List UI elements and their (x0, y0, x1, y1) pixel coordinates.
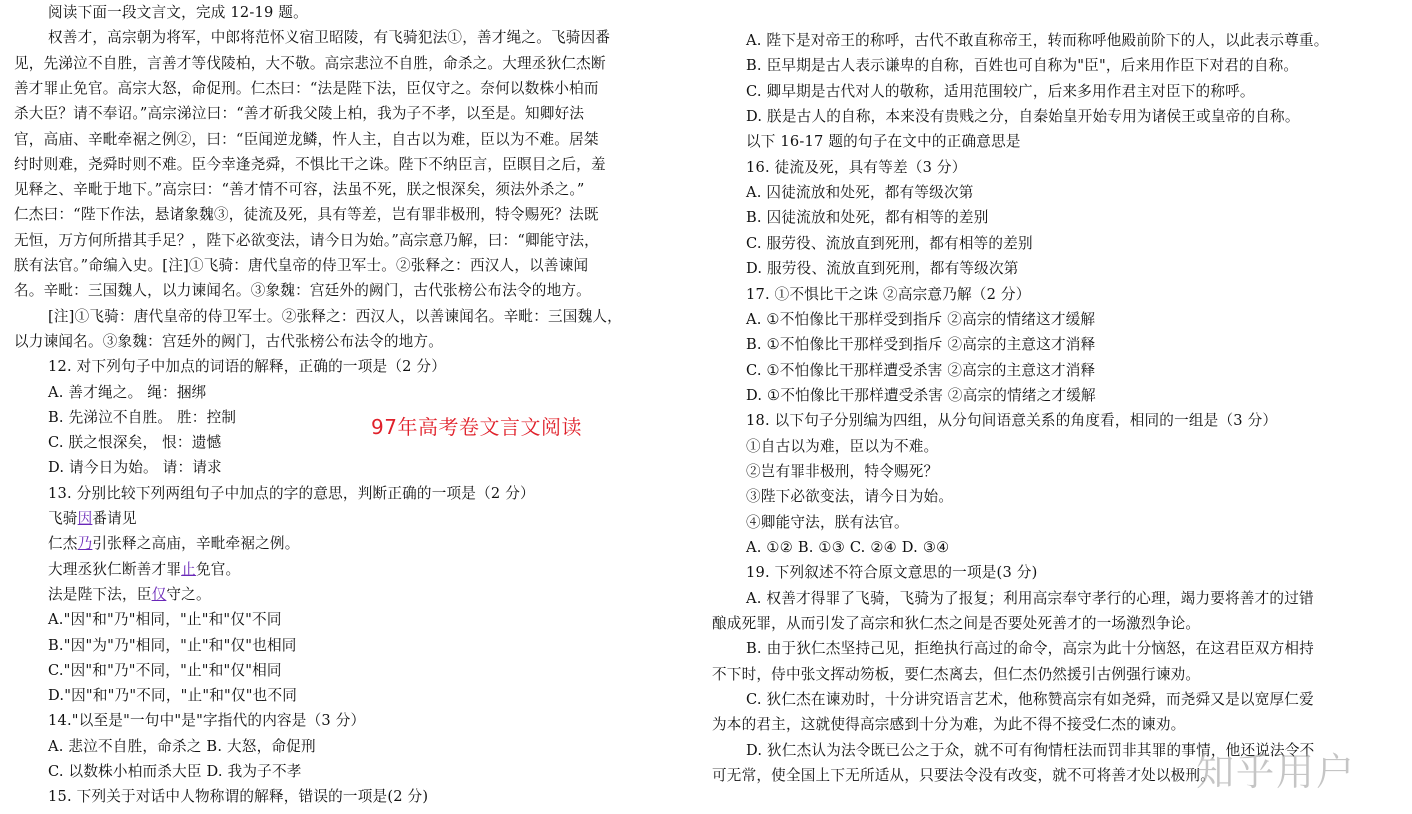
text-line: 14."以至是"一句中"是"字指代的内容是（3 分） (48, 712, 366, 730)
text-line: A. ①② B. ①③ C. ②④ D. ③④ (746, 539, 950, 556)
dotted-word: 仅 (151, 585, 167, 603)
watermark: 知乎用户 (1196, 750, 1357, 794)
text-line: ④卿能守法，朕有法官。 (746, 513, 909, 531)
text-line: B. 先涕泣不自胜。 胜：控制 (48, 408, 237, 426)
text-line: C."因"和"乃"不同，"止"和"仅"相同 (48, 661, 282, 679)
text-line: 法是陛下法，臣仅守之。 (48, 585, 211, 603)
text-line: C. 以数株小柏而杀大臣 D. 我为子不孝 (48, 763, 302, 780)
text-line: B. 由于狄仁杰坚持己见，拒绝执行高过的命令，高宗为此十分恼怒，在这君臣双方相持 (746, 640, 1314, 658)
text-line: 仁杰曰：“陛下作法，悬诸象魏③，徒流及死，具有等差，岂有罪非极刑，特令赐死？法既 (14, 206, 599, 224)
text-line: 15. 下列关于对话中人物称谓的解释，错误的一项是(2 分) (48, 788, 429, 806)
text-line: D."因"和"乃"不同，"止"和"仅"也不同 (48, 687, 298, 705)
text-line: 以下 16-17 题的句子在文中的正确意思是 (746, 133, 1021, 151)
text-line: D. 朕是古人的自称，本来没有贵贱之分，自秦始皇开始专用为诸侯王或皇帝的自称。 (746, 108, 1300, 126)
dotted-word: 因 (77, 510, 93, 527)
text-line: 名。辛毗：三国魏人，以力谏闻名。③象魏：宫廷外的阙门，古代张榜公布法令的地方。 (14, 282, 591, 300)
text-line: D. ①不怕像比干那样遭受杀害 ②高宗的情绪之才缓解 (746, 386, 1096, 404)
text-line: 见释之、辛毗于地下。”高宗曰：“善才情不可容，法虽不死，朕之恨深矣，须法外杀之。” (14, 181, 585, 199)
text-line: 12. 对下列句子中加点的词语的解释，正确的一项是（2 分） (48, 358, 447, 376)
text-line: 杀大臣？请不奉诏。”高宗涕泣曰：“善才斫我父陵上柏，我为子不孝，以至是。知卿好法 (14, 105, 585, 123)
text-line: ③陛下必欲变法，请今日为始。 (746, 488, 954, 506)
overlay-title: 97年高考卷文言文阅读 (371, 415, 582, 439)
text-line: 18. 以下句子分别编为四组，从分句间语意关系的角度看，相同的一组是（3 分） (746, 412, 1278, 430)
text-line: A. ①不怕像比干那样受到指斥 ②高宗的情绪这才缓解 (746, 310, 1096, 328)
dotted-word: 乃 (77, 535, 93, 553)
text-line: B. 囚徒流放和处死，都有相等的差别 (746, 209, 989, 227)
text-line: C. 朕之恨深矣， 恨：遗憾 (48, 434, 222, 452)
text-line: 朕有法官。”命编入史。[注]①飞骑：唐代皇帝的侍卫军士。②张释之：西汉人，以善谏闻 (14, 257, 589, 274)
text-line: 17. ①不惧比干之诛 ②高宗意乃解（2 分） (746, 285, 1031, 303)
text-line: 为本的君主，这就使得高宗感到十分为难，为此不得不接受仁杰的谏劝。 (712, 716, 1186, 734)
text-line: D. 狄仁杰认为法令既已公之于众，就不可有徇情枉法而罚非其罪的事情，他还说法令不 (746, 741, 1315, 759)
text-line: D. 请今日为始。 请：请求 (48, 459, 222, 477)
text-line: A. 权善才得罪了飞骑，飞骑为了报复；利用高宗奉守孝行的心理，竭力要将善才的过错 (746, 589, 1314, 607)
text-line: [注]①飞骑：唐代皇帝的侍卫军士。②张释之：西汉人，以善谏闻名。辛毗：三国魏人， (48, 307, 622, 325)
text-line: B."因"为"乃"相同，"止"和"仅"也相同 (48, 636, 297, 654)
text-line: 13. 分别比较下列两组句子中加点的字的意思，判断正确的一项是（2 分） (48, 484, 535, 502)
text-line: 纣时则难，尧舜时则不难。臣今幸逢尧舜，不惧比干之诛。陛下不纳臣言，臣瞑目之后，羞 (14, 155, 606, 173)
text-line: 以力谏闻名。③象魏：宫廷外的阙门，古代张榜公布法令的地方。 (14, 332, 444, 350)
text-line: 无恒，万方何所措其手足？，陛下必欲变法，请今日为始。”高宗意乃解，曰：“卿能守法， (14, 231, 599, 249)
dotted-word: 止 (181, 560, 196, 578)
text-line: C. ①不怕像比干那样遭受杀害 ②高宗的主意这才消释 (746, 361, 1096, 379)
text-line: 官，高庙、辛毗牵裾之例②，曰：“臣闻逆龙鳞，忤人主，自古以为难，臣以为不难。居桀 (14, 130, 599, 148)
text-line: 大理丞狄仁断善才罪止免官。 (48, 560, 241, 578)
text-line: A. 善才绳之。 绳：捆绑 (48, 383, 207, 401)
text-line: 见，先涕泣不自胜，言善才等伐陵柏，大不敬。高宗悲泣不自胜，命杀之。大理丞狄仁杰断 (14, 54, 606, 72)
text-line: 权善才，高宗朝为将军，中郎将范怀义宿卫昭陵，有飞骑犯法①，善才绳之。飞骑因番 (48, 29, 611, 47)
text-line: C. 服劳役、流放直到死刑，都有相等的差别 (746, 234, 1033, 252)
text-line: C. 狄仁杰在谏劝时，十分讲究语言艺术，他称赞高宗有如尧舜，而尧舜又是以宽厚仁爱 (746, 691, 1314, 709)
text-line: ①自古以为难，臣以为不难。 (746, 437, 939, 455)
text-line: A. 囚徒流放和处死，都有等级次第 (746, 184, 974, 202)
text-line: C. 卿早期是古代对人的敬称，适用范围较广，后来多用作君主对臣下的称呼。 (746, 82, 1255, 100)
text-line: A. 陛下是对帝王的称呼，古代不敢直称帝王，转而称呼他殿前阶下的人，以此表示尊重。 (746, 32, 1329, 49)
text-line: 19. 下列叙述不符合原文意思的一项是(3 分) (746, 564, 1038, 582)
text-line: A. 悲泣不自胜，命杀之 B. 大怒，命促刑 (48, 737, 316, 755)
text-line: ②岂有罪非极刑，特令赐死？ (746, 462, 939, 480)
text-line: A."因"和"乃"相同，"止"和"仅"不同 (48, 611, 282, 629)
text-line: D. 服劳役、流放直到死刑，都有等级次第 (746, 260, 1019, 278)
text-line: 酿成死罪，从而引发了高宗和狄仁杰之间是否要处死善才的一场激烈争论。 (712, 615, 1201, 633)
text-line: 16. 徒流及死，具有等差（3 分） (746, 158, 967, 176)
text-line: 仁杰乃引张释之高庙，辛毗牵裾之例。 (48, 535, 300, 553)
text-line: 可无常，使全国上下无所适从，只要法令没有改变，就不可将善才处以极刑。 (712, 767, 1215, 785)
text-line: B. 臣早期是古人表示谦卑的自称，百姓也可自称为"臣"，后来用作臣下对君的自称。 (746, 57, 1299, 75)
text-line: B. ①不怕像比干那样受到指斥 ②高宗的主意这才消释 (746, 336, 1096, 354)
text-line: 不下时，侍中张文挥动笏板，要仁杰离去，但仁杰仍然援引古例强行谏劝。 (712, 665, 1201, 683)
text-line: 阅读下面一段文言文，完成 12-19 题。 (48, 4, 308, 21)
text-line: 善才罪止免官。高宗大怒，命促刑。仁杰曰：“法是陛下法，臣仅守之。奈何以数株小柏而 (14, 79, 599, 97)
text-line: 飞骑因番请见 (48, 510, 137, 527)
